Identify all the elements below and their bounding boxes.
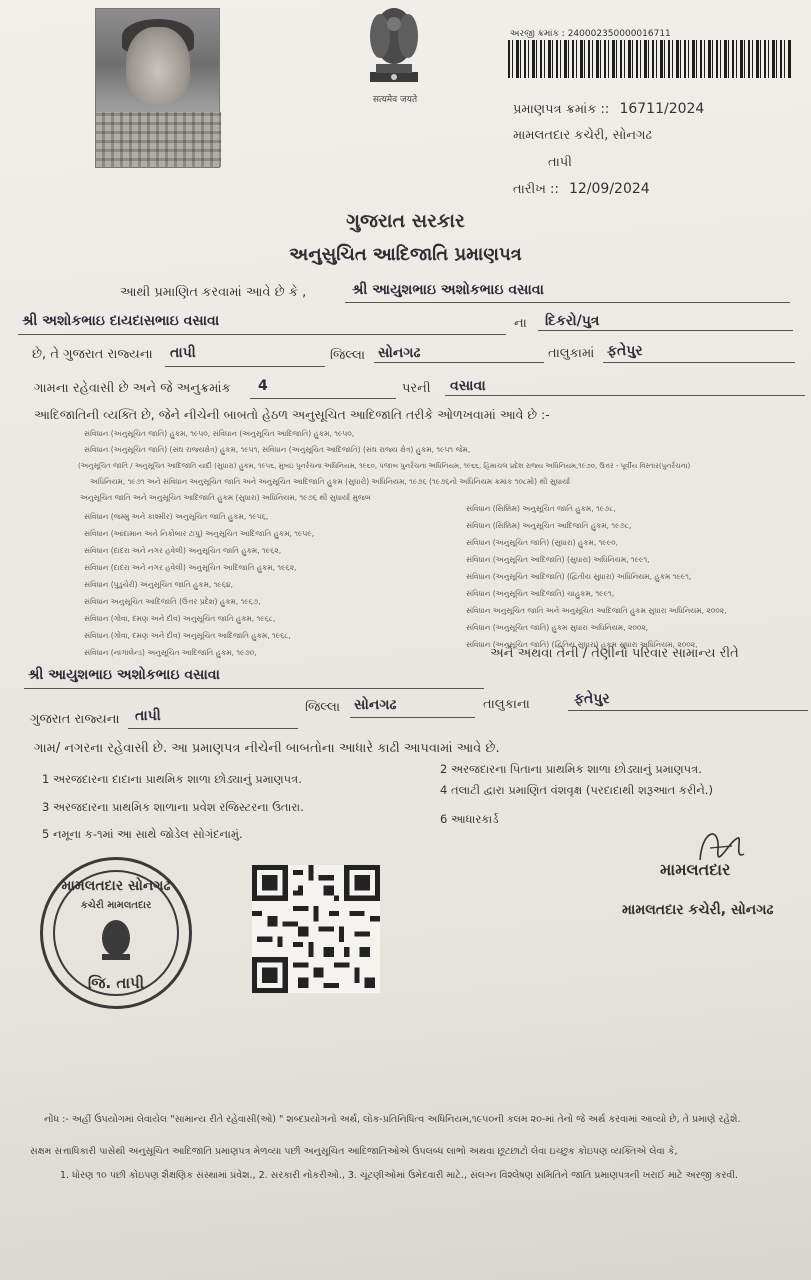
seal-inner-text: કચેરી મામલતદાર (80, 900, 152, 911)
legal-line: સંવિધાન અનુસૂચિત જાતિ અને અનુસૂચિત આદિજાતિ હુકમ સુધારા અધિનિયમ, ૨૦૦૨, (466, 606, 727, 615)
legal-line: સંવિધાન (સિક્કિમ) અનુસૂચિત આદિજાતિ હુકમ, ૧૯૭૮, (466, 521, 632, 530)
document-item: 6 આધારકાર્ડ (440, 812, 499, 826)
legal-line: સંવિધાન (અનુસૂચિત જાતિ) (સુધારા) હુકમ, ૧૯૯૦, (466, 538, 619, 547)
second-taluka-label: તાલુકાના (483, 697, 530, 712)
certify-text: આથી પ્રમાણિત કરવામાં આવે છે કે , (120, 285, 307, 300)
signatory-office: મામલતદાર કચેરી, સોનગઢ (622, 902, 774, 918)
na-text: ના (514, 316, 527, 331)
certificate-title: અનુસુચિત આદિજાતિ પ્રમાણપત્ર (289, 244, 522, 265)
second-district-underline (128, 728, 298, 729)
certificate-number-label: પ્રમાણપત્ર ક્રમાંક :: (513, 102, 610, 117)
second-district-value: તાપી (135, 708, 161, 724)
father-name: શ્રી અશોકભાઇ દાયદાસભાઇ વસાવા (22, 313, 220, 329)
second-district-label: જિલ્લા (305, 700, 341, 715)
legal-line: સંવિધાન (દાદરા અને નગર હવેલી) અનુસૂચિત આદિજાતિ હુકમ, ૧૯૬૨, (84, 563, 297, 572)
legal-line: સંવિધાન (આંદામાન અને નિકોબાર ટાપુ) અનુસૂચિત આદિજાતિ હુકમ, ૧૯૫૯, (84, 529, 315, 538)
legal-line: સંવિધાન (જમ્મુ અને કાશ્મીર) અનુસૂચિત જાતિ હુકમ, ૧૯૫૬, (84, 512, 269, 521)
second-village-underline (568, 710, 808, 711)
seal-bottom-text: જિ. તાપી (87, 974, 145, 992)
issuing-office: મામલતદાર કચેરી, સોનગઢ (513, 128, 652, 143)
legal-left-list (84, 508, 314, 661)
taluka-underline (374, 362, 544, 363)
legal-line: સંવિધાન (અનુસૂચિત આદિજાતિ) (દ્વિતીય સુધારા) અધિનિયમ, હુકમ ૧૯૯૧, (466, 572, 692, 581)
tribe-underline (445, 395, 805, 396)
serial-underline (250, 398, 396, 399)
document-item: 3 અરજદારના પ્રાથમિક શાળાના પ્રવેશ રજિસ્ટરના ઉતારા. (42, 800, 304, 814)
applicant-photo (95, 8, 220, 168)
legal-line: સંવિધાન (દાદરા અને નગર હવેલી) અનુસૂચિત જાતિ હુકમ, ૧૯૬૨, (84, 546, 282, 555)
district-underline (165, 366, 325, 367)
resident-text: ગામના રહેવાસી છે અને જે અનુક્રમાંક (34, 381, 231, 396)
district-value: તાપી (170, 345, 196, 361)
legal-line: સંવિધાન (અનુસૂચિત જાતિ) હુકમ, ૧૯૫૦, સંવિધાન (અનુસૂચિત આદિજાતિ) હુકમ, ૧૯૫૦, (84, 429, 355, 438)
legal-line: સંવિધાન (પુડુચેરી) અનુસૂચિત જાતિ હુકમ, ૧૯૬૪, (84, 580, 233, 589)
second-applicant-underline (24, 688, 484, 689)
declaration-text: આદિજાતિની વ્યક્તિ છે, જેને નીચેની બાબતો હેઠળ અનુસૂચિત આદિજાતિ તરીકે ઓળખવામાં આવે છે :- (34, 407, 550, 422)
government-title: ગુજરાત સરકાર (346, 210, 465, 232)
legal-right-list (466, 500, 727, 653)
footer-note-3: 1. ધોરણ ૧૦ પછી કોઇપણ શૈક્ષણિક સંસ્થામાં પ્રવેશ., 2. સરકારી નોકરીઓ., 3. ચૂંટણીઓમાં ઉમેદવારી માટે., સંલગ્ન વિશ્લેષણ સમિતિને જાતિ પ્રમાણપત્રની ખરાઈ માટે અરજી કરવી. (60, 1170, 739, 1181)
issue-date-row (513, 181, 650, 197)
second-taluka-value: સોનગઢ (354, 697, 397, 713)
legal-line: સંવિધાન (ગોવા, દમણ અને દીવ) અનુસૂચિત આદિજાતિ હુકમ, ૧૯૬૮, (84, 631, 291, 640)
certificate-number: 16711/2024 (619, 101, 705, 117)
tribe-name: વસાવા (450, 378, 486, 394)
seal-emblem-icon (91, 916, 141, 966)
relation: દિકરો/પુત્ર (545, 313, 600, 329)
legal-line: સંવિધાન (નાગાલેન્ડ) અનુસૂચિત આદિજાતિ હુકમ, ૧૯૭૦, (84, 648, 257, 657)
second-taluka-underline (350, 717, 475, 718)
applicant-underline (345, 302, 790, 303)
relation-underline (538, 330, 793, 331)
legal-line: સંવિધાન (અનુસૂચિત જાતિ) હુકમ સુધારા અધિનિયમ, ૨૦૦૨, (466, 623, 649, 632)
footer-note-2: સક્ષમ સત્તાધિકારી પાસેથી અનુસૂચિત આદિજાતિ પ્રમાણપત્ર મેળવ્યા પછી અનુસૂચિત આદિજાતિઓએ ઉપલબ્ધ લાભો અથવા છૂટછાટો લેવા ઇચ્છુક કોઇપણ વ્યક્તિએ લેવા કે, (30, 1146, 678, 1157)
legal-line: અનુસૂચિત જાતિ અને અનુસૂચિત આદિજાતિ હુકમ (સુધારા) અધિનિયમ, ૧૯૭૬ થી સુધાર્યા મુજબ (80, 493, 371, 502)
seal-top-text: મામલતદાર સોનગઢ (61, 878, 171, 894)
legal-line: (અનુસૂચિત જાતિ / અનુસૂચિત આદિજાતિ યાદી (સુધારા) હુકમ, ૧૯૫૬, મુંબઇ પુનર્રચના અધિનિયમ, ૧૯૬૦, પંજાબ પુનર્રચના અધિનિયમ, ૧૯૬૬, હિમાચલ પ્રદેશ રાજ્ય અધિનિયમ,૧૯૭૦, ઉત્તર - પૂર્વીય વિસ્તાર(પુનર્રચના) (78, 462, 691, 470)
photo-shirt (96, 112, 221, 167)
legal-line: સંવિધાન (અનુસૂચિત આદિજાતિ) ચાહુકમ, ૧૯૯૧, (466, 589, 615, 598)
village-underline (603, 362, 795, 363)
father-underline (18, 334, 506, 335)
legal-line: સંવિધાન (અનુસૂચિત જાતિ) (સંઘ રાજ્યક્ષેત્ર) હુકમ, ૧૯૫૧, સંવિધાન (અનુસૂચિત આદિજાતિ) (સંઘ રાજ્ય ક્ષેત્ર) હુકમ, ૧૯૫૧ જેમ, (84, 445, 471, 454)
serial-number: 4 (258, 378, 268, 394)
issue-date: 12/09/2024 (568, 181, 650, 197)
photo-face (126, 27, 190, 107)
basis-text: ગામ/ નગરના રહેવાસી છે. આ પ્રમાણપત્ર નીચેની બાબતોના આધારે કાઢી આપવામાં આવે છે. (34, 741, 500, 756)
taluka-value: સોનગઢ (378, 345, 421, 361)
district-label: જિલ્લા (330, 348, 366, 363)
second-village-value: ફતેપુર (574, 691, 610, 707)
document-item: 5 નમૂના ક-૧માં આ સાથે જોડેલ સોગંદનામું. (42, 827, 243, 841)
applicant-name: શ્રી આયુશભાઇ અશોકભાઇ વસાવા (352, 282, 544, 298)
emblem-motto: सत्यमेव जयते (372, 95, 418, 105)
state-text: છે, તે ગુજરાત રાજ્યના (32, 347, 153, 362)
second-applicant-name: શ્રી આયુશભાઇ અશોકભાઇ વસાવા (28, 667, 220, 683)
application-number: અરજી ક્રમાંક : 240002350000016711 (510, 29, 671, 39)
footer-note-1: નોંધ :- અહીં ઉપયોગમાં લેવાયેલ "સામાન્ય રીતે રહેવાસી(ઓ) " શબ્દપ્રયોગનો અર્થ, લોક-પ્રતિનિધિત્વ અધિનિયમ,૧૯૫૦ની કલમ ૨૦-માં તેનો જે અર્થ કરવામાં આવ્યો છે, તે પ્રમાણે રહેશે. (44, 1114, 741, 1125)
national-emblem-icon (356, 2, 432, 102)
legal-full-list (78, 426, 691, 506)
signatory-title: મામલતદાર (660, 860, 731, 879)
legal-line: સંવિધાન (અનુસૂચિત આદિજાતિ) (સુધારા) અધિનિયમ, ૧૯૯૧, (466, 555, 650, 564)
legal-line: સંવિધાન અનુસૂચિત આદિજાતિ (ઉત્તર પ્રદેશ) હુકમ, ૧૯૬૭, (84, 597, 261, 606)
issue-date-label: તારીખ :: (513, 182, 559, 197)
legal-line: સંવિધાન (અનુસૂચિત જાતિ) (દ્વિતિય સુધારા) હુકમ સુધારા અધિનિયમ, ૨૦૦૨, (466, 640, 698, 649)
official-seal (40, 857, 192, 1009)
village-value: ફતેપુર (607, 343, 643, 359)
legal-line: સંવિધાન (ગોવા, દમણ અને દીવ) અનુસૂચિત જાતિ હુકમ, ૧૯૬૮, (84, 614, 276, 623)
certificate-number-row (513, 101, 704, 117)
taluka-label: તાલુકામાં (548, 346, 595, 361)
document-item: 4 તલાટી દ્વારા પ્રમાણિત વંશવૃક્ષ (પરદાદાથી શરૂઆત કરીને.) (440, 783, 713, 797)
qr-code (252, 865, 380, 993)
barcode (508, 40, 791, 78)
second-state-text: ગુજરાત રાજ્યના (30, 712, 120, 727)
legal-line: સંવિધાન (સિક્કિમ) અનુસૂચિત જાતિ હુકમ, ૧૯૭૮, (466, 504, 616, 513)
parni-text: પરની (402, 381, 431, 396)
issuing-district: તાપી (548, 155, 572, 170)
family-text: અને અથવા તેની / તેણીનો પરિવાર સામાન્ય રીતે (490, 646, 739, 661)
legal-line: અધિનિયમ, ૧૯૭૧ અને સંવિધાન અનુસૂચિત જાતિ અને અનુસૂચિત આદિજાતિ હુકમ (સુધારો) અધિનિયમ, ૧૯૭૬ (૧૯૭૬નો અધિનિયમ ક્રમાંક ૧૦૮મો) થી સુધાર્યા (90, 477, 571, 486)
document-item: 2 અરજદારના પિતાના પ્રાથમિક શાળા છોડ્યાનું પ્રમાણપત્ર. (440, 762, 702, 776)
document-item: 1 અરજદારના દાદાના પ્રાથમિક શાળા છોડ્યાનું પ્રમાણપત્ર. (42, 772, 302, 786)
